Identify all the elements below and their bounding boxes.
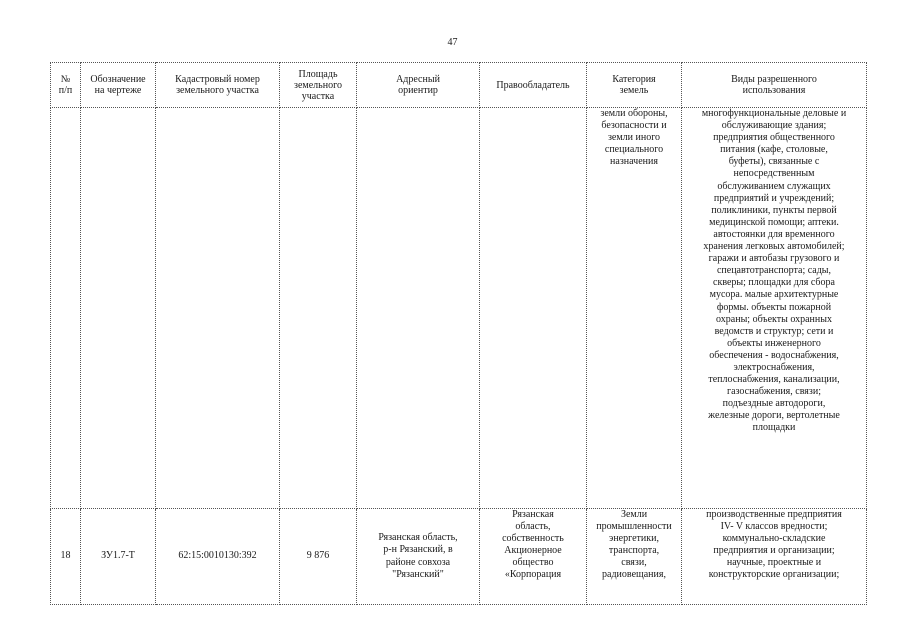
cell-owner: Рязанская область, собственность Акционерное общество «Корпорация: [480, 509, 587, 605]
cell-permitted-use: производственные предприятия IV- V классов вредности; коммунально-складские предприятия и организации; научные, проектные и конструкторские организации;: [682, 509, 867, 605]
table-row: [51, 108, 867, 509]
header-num: № п/п: [51, 63, 81, 108]
header-owner: Правообладатель: [480, 63, 587, 108]
cell-address: [357, 108, 480, 509]
land-plots-table: [50, 62, 867, 605]
cell-owner: [480, 108, 587, 509]
page-number: 47: [447, 37, 458, 48]
cell-num: 18: [51, 509, 81, 605]
cell-address: Рязанская область, р-н Рязанский, в районе совхоза "Рязанский": [357, 509, 480, 605]
header-address: Адресный ориентир: [357, 63, 480, 108]
cell-area: [280, 108, 357, 509]
cell-num: [51, 108, 81, 509]
header-designation: Обозначение на чертеже: [81, 63, 156, 108]
cell-designation: ЗУ1.7-Т: [81, 509, 156, 605]
cell-area: 9 876: [280, 509, 357, 605]
header-permitted-use: Виды разрешенного использования: [682, 63, 867, 108]
header-cadastral: Кадастровый номер земельного участка: [156, 63, 280, 108]
table-row: [51, 509, 867, 605]
header-area: Площадь земельного участка: [280, 63, 357, 108]
cell-category: Земли промышленности энергетики, транспорта, связи, радиовещания,: [587, 509, 682, 605]
cell-permitted-use: многофункциональные деловые и обслуживающие здания; предприятия общественного питания (кафе, столовые, буфеты), связанные с непосредственным обслуживанием служащих предприятий и учреждений; поликлиники, пункты первой медицинской помощи; аптеки. автостоянки для временного хранения легковых автомобилей; гаражи и автобазы грузового и спецавтотранспорта; сады, скверы; площадки для сбора мусора. малые архитектурные формы. объекты пожарной охраны; объекты охранных ведомств и структур; сети и объекты инженерного обеспечения - водоснабжения, электроснабжения, теплоснабжения, канализации, газоснабжения, связи; подъездные автодороги, железные дороги, вертолетные площадки: [682, 108, 867, 509]
cell-cadastral: [156, 108, 280, 509]
cell-cadastral: 62:15:0010130:392: [156, 509, 280, 605]
cell-designation: [81, 108, 156, 509]
cell-category: земли обороны, безопасности и земли иного специального назначения: [587, 108, 682, 509]
table-header-row: [51, 63, 867, 108]
header-category: Категория земель: [587, 63, 682, 108]
